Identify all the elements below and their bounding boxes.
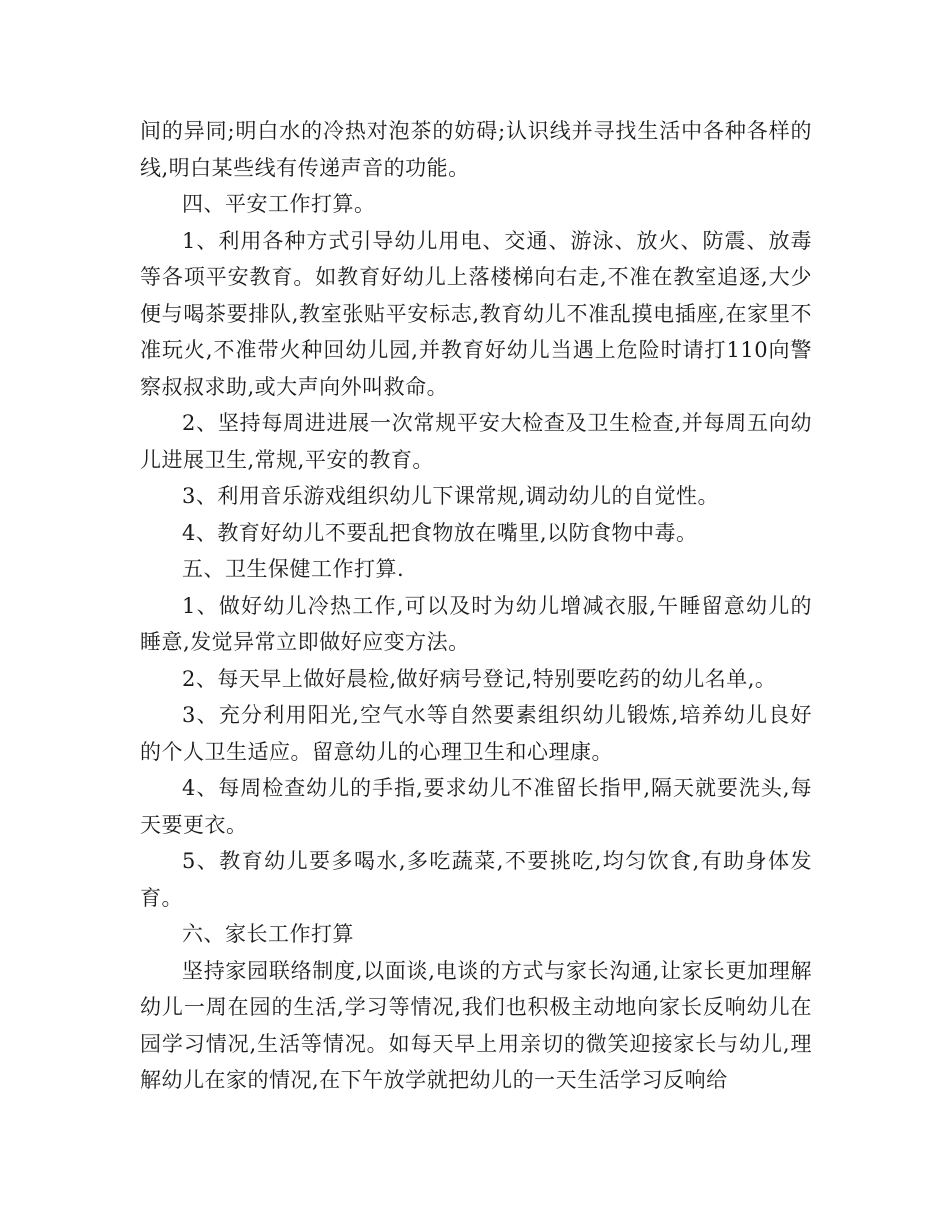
section-heading-health: 五、卫生保健工作打算. xyxy=(182,557,405,581)
paragraph-safety-3: 3、利用音乐游戏组织幼儿下课常规,调动幼儿的自觉性。 xyxy=(182,484,720,508)
paragraph-health-3: 3、充分利用阳光,空气水等自然要素组织幼儿锻炼,培养幼儿良好的个人卫生适应。留意幼儿的心理卫生和心理康。 xyxy=(140,703,812,764)
paragraph-safety-2: 2、坚持每周进进展一次常规平安大检查及卫生检查,并每周五向幼儿进展卫生,常规,平安的教育。 xyxy=(140,411,812,472)
paragraph-health-2: 2、每天早上做好晨检,做好病号登记,特别要吃药的幼儿名单,。 xyxy=(182,666,777,691)
paragraph-continuation: 间的异同;明白水的冷热对泡茶的妨碍;认识线并寻找生活中各种各样的线,明白某些线有传递声音的功能。 xyxy=(140,119,812,180)
section-heading-safety: 四、平安工作打算。 xyxy=(182,192,376,216)
paragraph-safety-4: 4、教育好幼儿不要乱把食物放在嘴里,以防食物中毒。 xyxy=(182,520,698,545)
paragraph-health-5: 5、教育幼儿要多喝水,多吃蔬菜,不要挑吃,均匀饮食,有助身体发育。 xyxy=(140,849,812,910)
paragraph-parents-1: 坚持家园联络制度,以面谈,电谈的方式与家长沟通,让家长更加理解幼儿一周在园的生活,学习等情况,我们也积极主动地向家长反响幼儿在园学习情况,生活等情况。如每天早上用亲切的微笑迎接家长与幼儿,理解幼儿在家的情况,在下午放学就把幼儿的一天生活学习反响给 xyxy=(140,958,812,1092)
document-body xyxy=(140,113,812,1099)
section-heading-parents: 六、家长工作打算 xyxy=(182,922,354,946)
paragraph-safety-1: 1、利用各种方式引导幼儿用电、交通、游泳、放火、防震、放毒等各项平安教育。如教育好幼儿上落楼梯向右走,不准在教室追逐,大少便与喝茶要排队,教室张贴平安标志,教育幼儿不准乱摸电插座,在家里不准玩火,不准带火种回幼儿园,并教育好幼儿当遇上危险时请打110向警察叔叔求助,或大声向外叫救命。 xyxy=(140,228,812,399)
paragraph-health-1: 1、做好幼儿冷热工作,可以及时为幼儿增减衣服,午睡留意幼儿的睡意,发觉异常立即做好应变方法。 xyxy=(140,593,812,654)
paragraph-health-4: 4、每周检查幼儿的手指,要求幼儿不准留长指甲,隔天就要洗头,每天要更衣。 xyxy=(140,776,812,837)
